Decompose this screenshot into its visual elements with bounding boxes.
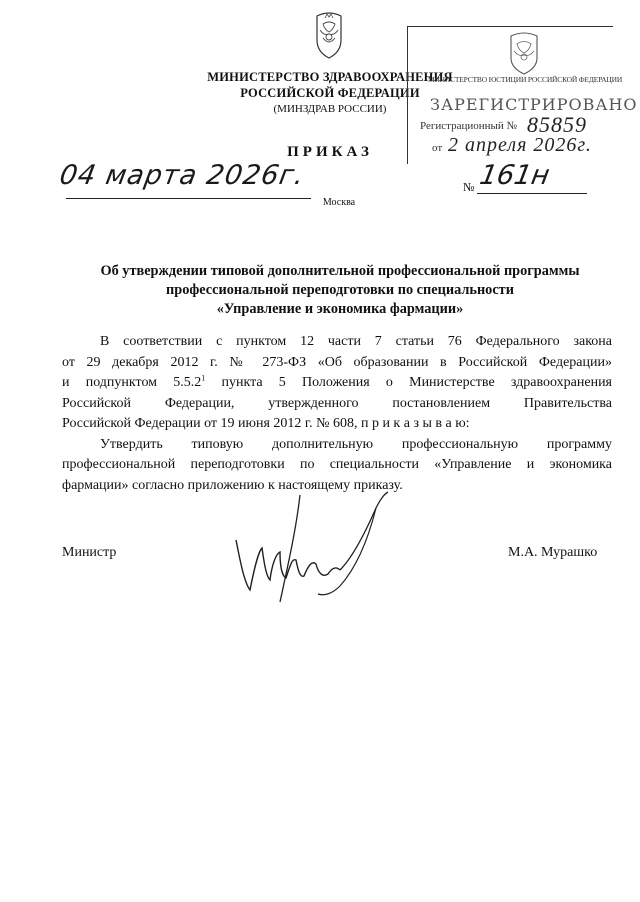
order-number-label: № bbox=[463, 180, 475, 194]
body-text: и подпунктом 5.5.2 bbox=[62, 375, 202, 390]
stamp-reg-number: 85859 bbox=[527, 112, 587, 137]
body-line: Российской Федерации, утвержденного постановлением Правительства bbox=[62, 395, 612, 411]
stamp-emblem-icon bbox=[505, 30, 543, 76]
order-date: 04 марта 2026г. bbox=[57, 160, 308, 191]
stamp-date-prefix: от bbox=[432, 142, 443, 154]
document-type: ПРИКАЗ bbox=[287, 144, 373, 160]
handwritten-signature bbox=[228, 490, 398, 610]
body-line: от 29 декабря 2012 г. № 273-ФЗ «Об образовании в Российской Федерации» bbox=[62, 354, 612, 370]
date-underline bbox=[66, 198, 311, 199]
title-line2: профессиональной переподготовки по специальности bbox=[166, 282, 514, 298]
stamp-reg-date: 2 апреля 2026г. bbox=[448, 134, 592, 156]
body-line: В соответствии с пунктом 12 части 7 статьи 76 Федерального закона bbox=[100, 334, 612, 349]
order-body bbox=[62, 332, 612, 496]
body-line: Утвердить типовую дополнительную профессиональную программу bbox=[100, 436, 612, 452]
body-line: профессиональной переподготовки по специальности «Управление и экономика bbox=[62, 457, 612, 472]
coat-of-arms-icon bbox=[309, 10, 349, 60]
city: Москва bbox=[322, 197, 356, 208]
order-title bbox=[60, 262, 620, 319]
ministry-name-line2: РОССИЙСКОЙ ФЕДЕРАЦИИ bbox=[240, 86, 420, 100]
ministry-name-line1: МИНИСТЕРСТВО ЗДРАВООХРАНЕНИЯ bbox=[207, 70, 453, 84]
signatory-name: М.А. Мурашко bbox=[508, 545, 598, 560]
ministry-short-name: (МИНЗДРАВ РОССИИ) bbox=[273, 103, 387, 115]
stamp-reg-label: Регистрационный № bbox=[420, 120, 518, 132]
body-line: фармации» согласно приложению к настоящему приказу. bbox=[62, 477, 403, 493]
footnote-marker: 1 bbox=[201, 373, 206, 383]
stamp-registered: ЗАРЕГИСТРИРОВАНО bbox=[430, 95, 638, 114]
order-number: 161н bbox=[477, 160, 552, 191]
title-line3: «Управление и экономика фармации» bbox=[216, 301, 464, 317]
stamp-ministry: МИНИСТЕРСТВО ЮСТИЦИИ РОССИЙСКОЙ ФЕДЕРАЦИИ bbox=[428, 75, 623, 84]
body-line: Российской Федерации от 19 июня 2012 г. № 608, п р и к а з ы в а ю: bbox=[62, 416, 470, 431]
body-text: пункта 5 Положения о Министерстве здравоохранения bbox=[205, 375, 612, 390]
body-line bbox=[62, 373, 612, 394]
title-line1: Об утверждении типовой дополнительной профессиональной программы bbox=[100, 263, 580, 279]
signatory-role: Министр bbox=[62, 545, 117, 560]
number-underline bbox=[477, 193, 587, 194]
